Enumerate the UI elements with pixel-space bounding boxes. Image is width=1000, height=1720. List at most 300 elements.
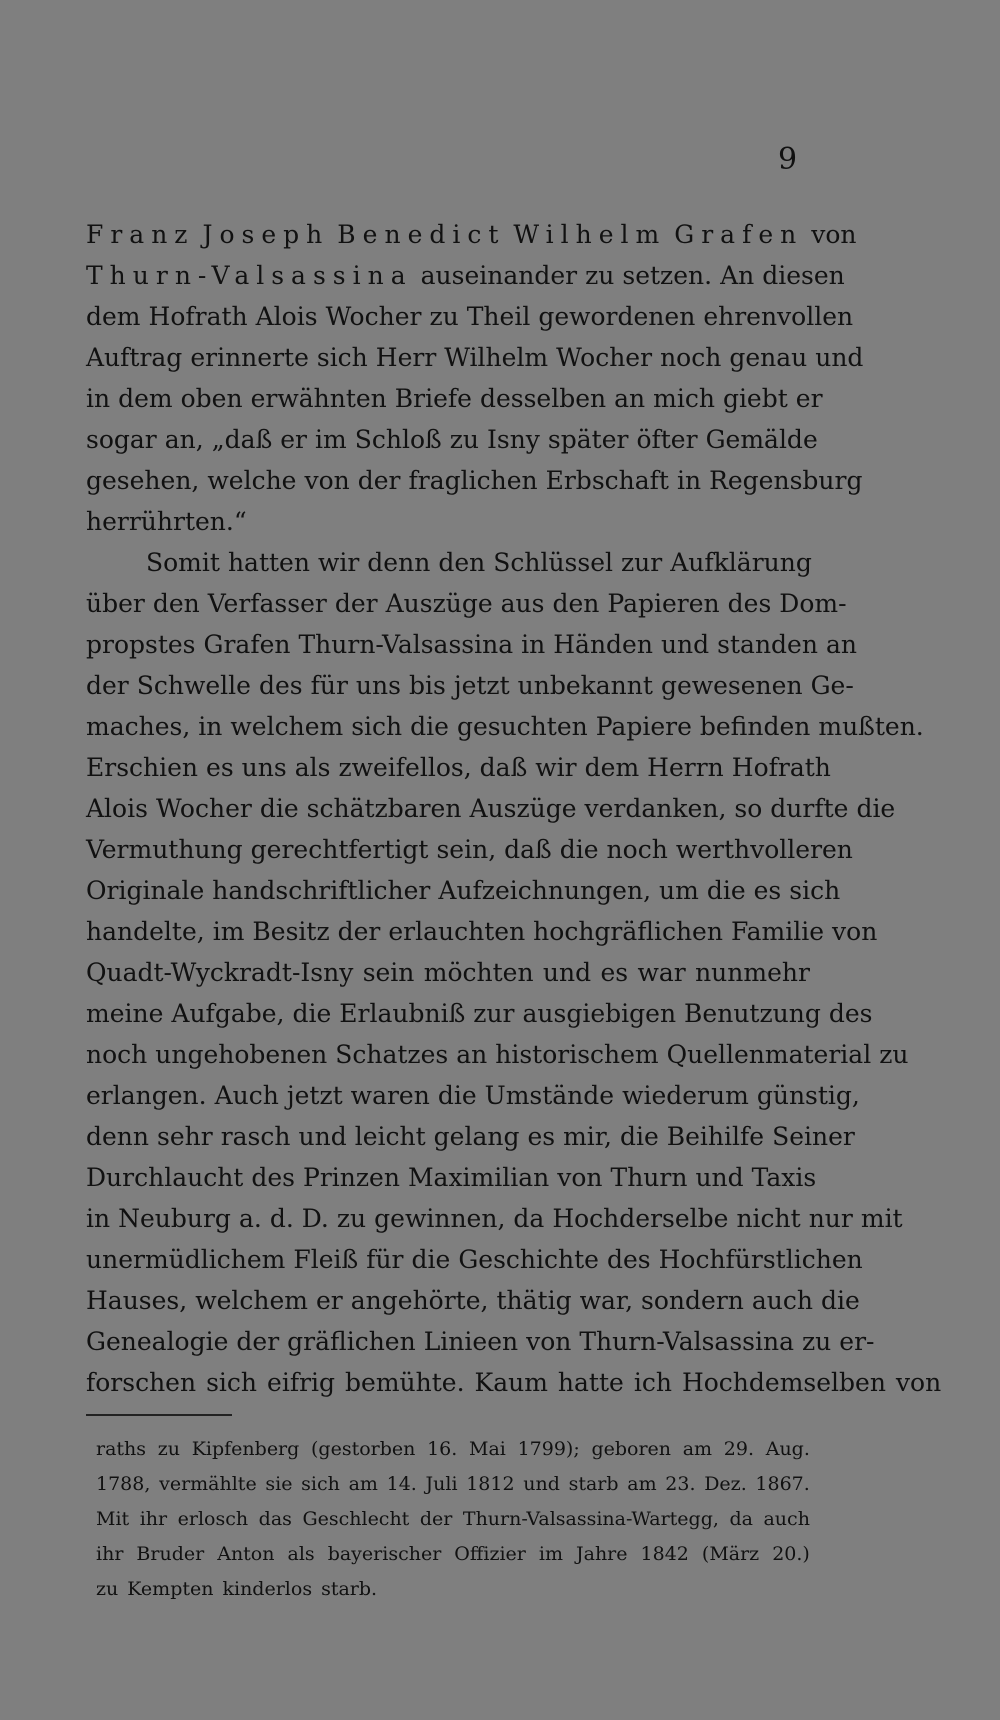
word: sich [301, 1473, 340, 1495]
word: Kaum [474, 1368, 548, 1397]
word: im [315, 425, 347, 454]
word: 1799); [517, 1438, 580, 1460]
word: des [727, 589, 772, 618]
word: noch [86, 1040, 148, 1069]
text-line [86, 665, 854, 706]
word: Thurn-Valsassina [86, 261, 413, 290]
word: schätzbaren [306, 794, 462, 823]
text-line [86, 952, 810, 993]
word: sich [206, 1368, 258, 1397]
word: Thurn-Valsassina [579, 1327, 794, 1356]
word: zu [879, 1040, 909, 1069]
word: zu [802, 1327, 832, 1356]
word: zweifellos, [338, 753, 472, 782]
word: Quellenmaterial [666, 1040, 872, 1069]
body-text [86, 214, 942, 1403]
word: die [706, 876, 746, 905]
word: Mit [96, 1508, 130, 1530]
word: 1842 [640, 1543, 689, 1565]
word: erinnerte [190, 343, 309, 372]
word: das [258, 1508, 292, 1530]
word: standen [717, 630, 818, 659]
word: Aufklärung [670, 548, 812, 577]
word: zur [621, 548, 663, 577]
word: Benutzung [684, 999, 821, 1028]
word: sehr [157, 1122, 213, 1151]
word: er- [839, 1327, 875, 1356]
text-line [86, 1116, 855, 1157]
word: und [695, 1163, 744, 1192]
word: auseinander [420, 261, 578, 290]
word: Mai [469, 1438, 506, 1460]
word: am [682, 1438, 713, 1460]
word: Alois [86, 794, 148, 823]
word: sich [351, 712, 403, 741]
word: Originale [86, 876, 205, 905]
word: 1867. [755, 1473, 810, 1495]
word: ihr [96, 1543, 124, 1565]
word: Hochfürstlichen [658, 1245, 863, 1274]
word: welchem [230, 712, 344, 741]
text-line [86, 1157, 817, 1198]
word: von [895, 1368, 942, 1397]
word: um [659, 876, 699, 905]
word: unermüdlichem [86, 1245, 286, 1274]
word: möchten [423, 958, 534, 987]
word: war [637, 958, 686, 987]
text-line [86, 1321, 875, 1362]
word: Händen [553, 630, 653, 659]
word: es [527, 1122, 556, 1151]
word: handelte, [86, 917, 205, 946]
word: in [676, 466, 702, 495]
word: Linieen [423, 1327, 519, 1356]
word: Wocher [325, 302, 422, 331]
word: kinderlos [222, 1578, 313, 1600]
word: Aufgabe, [171, 999, 285, 1028]
text-line [86, 1075, 860, 1116]
word: nicht [736, 1204, 801, 1233]
word: öfter [636, 425, 698, 454]
word: sie [265, 1473, 293, 1495]
word: an, [164, 425, 204, 454]
word: Geschlecht [302, 1508, 410, 1530]
word: durfte [770, 794, 849, 823]
word: ich [633, 1368, 672, 1397]
word: Benedict [337, 220, 506, 249]
word: es [753, 876, 782, 905]
word: Auszüge [469, 794, 577, 823]
word: Erbschaft [545, 466, 669, 495]
word: Wilhelm [513, 220, 667, 249]
text-line [86, 1239, 863, 1280]
word: günstig, [756, 1081, 860, 1110]
word: Offizier [454, 1543, 526, 1565]
word: 14. [386, 1473, 417, 1495]
word: zu [449, 425, 479, 454]
text-line [86, 993, 873, 1034]
word: des [251, 1163, 295, 1192]
word: es [600, 958, 629, 987]
word: uns [355, 671, 401, 700]
word: giebt [722, 384, 788, 413]
word: forschen [86, 1368, 197, 1397]
word: jetzt [286, 1081, 343, 1110]
word: Prinzen [303, 1163, 400, 1192]
word: des [606, 1245, 651, 1274]
text-line [86, 255, 845, 296]
word: in [198, 712, 223, 741]
word: genau [729, 343, 808, 372]
word: in [86, 1204, 111, 1233]
word: maches, [86, 712, 191, 741]
word: da [729, 1508, 753, 1530]
footnote-line [96, 1432, 810, 1467]
word: 29. [723, 1438, 755, 1460]
word: für [310, 671, 348, 700]
word: raths [96, 1438, 147, 1460]
word: Isny [486, 425, 540, 454]
word: werthvolleren [675, 835, 853, 864]
word: an [456, 1040, 488, 1069]
word: der [334, 589, 378, 618]
word: fraglichen [408, 466, 538, 495]
word: Theil [466, 302, 531, 331]
word: jetzt [453, 671, 510, 700]
word: dem [118, 384, 173, 413]
footnote-divider [86, 1414, 232, 1416]
word: dem [584, 753, 640, 782]
word: starb. [321, 1578, 378, 1600]
word: Grafen [674, 220, 804, 249]
word: angehörte, [350, 1286, 489, 1315]
word: gerechtfertigt [250, 835, 429, 864]
word: Alois [255, 302, 318, 331]
word: historischem [495, 1040, 659, 1069]
word: sich [789, 876, 841, 905]
text-line [86, 624, 857, 665]
text-line [86, 419, 818, 460]
word: ihr [139, 1508, 168, 1530]
text-line [86, 788, 896, 829]
text-line [86, 296, 854, 337]
footnote-line [96, 1537, 810, 1572]
footnote-line [96, 1502, 810, 1537]
word: Thurn-Valsassina [298, 630, 514, 659]
word: Erschien [86, 753, 199, 782]
word: a. [238, 1204, 262, 1233]
word: Dom- [779, 589, 847, 618]
word: 1788, [96, 1473, 151, 1495]
word: im [212, 917, 245, 946]
word: er [280, 425, 308, 454]
word: und [542, 958, 592, 987]
word: gesehen, [86, 466, 200, 495]
word: noch [606, 835, 668, 864]
word: geboren [591, 1438, 672, 1460]
word: rasch [220, 1122, 291, 1151]
word: hatten [227, 548, 310, 577]
word: erlangen. [86, 1081, 207, 1110]
word: am [348, 1473, 378, 1495]
word: und [523, 1473, 560, 1495]
text-line [86, 1280, 860, 1321]
word: mußten. [818, 712, 924, 741]
word: Familie [730, 917, 825, 946]
word: Auftrag [86, 343, 183, 372]
word: Franz [86, 220, 195, 249]
word: die [259, 794, 299, 823]
word: Thurn-Valsassina-Wartegg, [462, 1508, 719, 1530]
word: Genealogie [86, 1327, 229, 1356]
text-line [86, 706, 924, 747]
word: d. [269, 1204, 294, 1233]
word: Ge- [810, 671, 854, 700]
word: gewesenen [660, 671, 803, 700]
word: noch [660, 343, 722, 372]
word: diesen [762, 261, 845, 290]
word: den [552, 589, 600, 618]
footnote-line [96, 1572, 810, 1607]
word: Aug. [765, 1438, 810, 1460]
word: Herrn [647, 753, 724, 782]
text-line [86, 542, 810, 583]
word: sogar [86, 425, 157, 454]
word: im [538, 1543, 563, 1565]
word: Hochderselbe [552, 1204, 729, 1233]
word: so [734, 794, 763, 823]
text-line [86, 501, 810, 542]
word: Schwelle [136, 671, 251, 700]
word: des [828, 999, 873, 1028]
word: Maximilian [407, 1163, 550, 1192]
word: Herr [375, 343, 437, 372]
word: ausgiebigen [522, 999, 677, 1028]
text-line [86, 747, 831, 788]
word: Seiner [772, 1122, 855, 1151]
word: und [660, 630, 710, 659]
word: gräflichen [287, 1327, 416, 1356]
word: Hauses, [86, 1286, 188, 1315]
word: später [547, 425, 629, 454]
word: in [521, 630, 546, 659]
word: Wilhelm [444, 343, 549, 372]
word: die [856, 794, 896, 823]
word: Bruder [136, 1543, 205, 1565]
word: gelang [433, 1122, 520, 1151]
word: Gemälde [705, 425, 818, 454]
word: an [825, 630, 857, 659]
word: denn [86, 1122, 150, 1151]
word: mir, [563, 1122, 612, 1151]
word: Besitz [252, 917, 330, 946]
word: über [86, 589, 145, 618]
word: Joseph [202, 220, 330, 249]
text-line [86, 460, 863, 501]
word: unbekannt [517, 671, 653, 700]
word: Papieren [607, 589, 720, 618]
footnote-line [96, 1467, 810, 1502]
word: die [411, 1245, 451, 1274]
word: Somit [146, 548, 220, 577]
word: der [419, 1508, 453, 1530]
word: als [287, 1543, 315, 1565]
word: es [206, 753, 234, 782]
text-line [86, 583, 847, 624]
word: meine [86, 999, 164, 1028]
word: hochgräflichen [533, 917, 723, 946]
text-line [86, 870, 841, 911]
word: zu [429, 302, 459, 331]
word: Thurn [610, 1163, 688, 1192]
word: oben [180, 384, 243, 413]
word: Neuburg [118, 1204, 231, 1233]
word: der [236, 1327, 280, 1356]
word: 16. [427, 1438, 458, 1460]
word: Grafen [203, 630, 291, 659]
word: in [86, 384, 111, 413]
word: mit [860, 1204, 903, 1233]
word: desselben [479, 384, 607, 413]
word: er [316, 1286, 343, 1315]
word: aus [500, 589, 545, 618]
word: eifrig [267, 1368, 336, 1397]
word: starb [568, 1473, 619, 1495]
word: Hofrath [148, 302, 248, 331]
word: denn [367, 548, 431, 577]
word: herrührten.“ [86, 507, 247, 536]
word: der [337, 917, 381, 946]
word: Quadt-Wyckradt-Isny [86, 958, 354, 987]
word: er [795, 384, 823, 413]
word: wir [317, 548, 360, 577]
word: den [152, 589, 200, 618]
word: als [294, 753, 331, 782]
word: 1812 [466, 1473, 515, 1495]
word: der [86, 671, 129, 700]
word: zur [473, 999, 515, 1028]
word: zu [96, 1578, 119, 1600]
word: (März [701, 1543, 760, 1565]
word: des [258, 671, 303, 700]
word: Auszüge [385, 589, 493, 618]
word: die [410, 712, 449, 741]
word: für [366, 1245, 404, 1274]
text-line [86, 1198, 903, 1239]
word: bis [408, 671, 446, 700]
word: an [614, 384, 646, 413]
word: Taxis [751, 1163, 817, 1192]
word: vermählte [159, 1473, 257, 1495]
word: „daß [211, 425, 273, 454]
word: thätig [496, 1286, 572, 1315]
text-line [86, 1034, 909, 1075]
word: Durchlaucht [86, 1163, 244, 1192]
word: daß [504, 835, 552, 864]
word: bemühte. [345, 1368, 465, 1397]
word: die [619, 1122, 659, 1151]
word: D. [301, 1204, 329, 1233]
word: Umstände [484, 1081, 615, 1110]
word: die [292, 999, 332, 1028]
word: Jahre [576, 1543, 628, 1565]
text-line [86, 911, 878, 952]
word: Hofrath [731, 753, 831, 782]
page-number: 9 [778, 142, 798, 177]
word: gewordenen [538, 302, 696, 331]
word: Kempten [127, 1578, 214, 1600]
word: daß [479, 753, 528, 782]
word: erwähnten [250, 384, 387, 413]
word: auch [763, 1508, 810, 1530]
word: sein, [436, 835, 497, 864]
word: uns [241, 753, 287, 782]
text-line [86, 1362, 942, 1403]
word: Juli [425, 1473, 458, 1495]
word: von [557, 1163, 603, 1192]
word: Schatzes [335, 1040, 449, 1069]
word: mich [653, 384, 715, 413]
word: An [720, 261, 755, 290]
word: nunmehr [695, 958, 810, 987]
word: Erlaubniß [339, 999, 466, 1028]
word: von [832, 917, 878, 946]
word: von [811, 220, 857, 249]
word: Verfasser [207, 589, 327, 618]
word: 20.) [772, 1543, 810, 1565]
word: zu [336, 1204, 367, 1233]
word: Fleiß [293, 1245, 359, 1274]
word: ehrenvollen [703, 302, 854, 331]
word: die [559, 835, 599, 864]
footnotes [96, 1432, 810, 1607]
text-line [86, 214, 857, 255]
word: sich [316, 343, 368, 372]
word: Anton [217, 1543, 275, 1565]
text-line [86, 378, 823, 419]
word: die [437, 1081, 477, 1110]
word: Briefe [394, 384, 472, 413]
word: nur [808, 1204, 853, 1233]
word: von [304, 466, 350, 495]
word: wir [535, 753, 577, 782]
word: Auch [214, 1081, 279, 1110]
word: propstes [86, 630, 196, 659]
word: welchem [195, 1286, 309, 1315]
word: Papiere [595, 712, 692, 741]
word: bayerischer [327, 1543, 442, 1565]
word: 23. [665, 1473, 696, 1495]
word: hatte [557, 1368, 624, 1397]
word: Dez. [704, 1473, 747, 1495]
word: den [438, 548, 486, 577]
word: Schloß [354, 425, 442, 454]
word: setzen. [622, 261, 713, 290]
word: verdanken, [584, 794, 727, 823]
word: Aufzeichnungen, [438, 876, 652, 905]
word: welche [207, 466, 297, 495]
word: gesuchten [456, 712, 588, 741]
word: Geschichte [458, 1245, 599, 1274]
word: und [298, 1122, 347, 1151]
word: Regensburg [709, 466, 863, 495]
word: Beihilfe [666, 1122, 765, 1151]
word: sein [362, 958, 415, 987]
text-line [86, 829, 853, 870]
word: erlauchten [388, 917, 526, 946]
word: am [627, 1473, 657, 1495]
word: Wocher [556, 343, 653, 372]
